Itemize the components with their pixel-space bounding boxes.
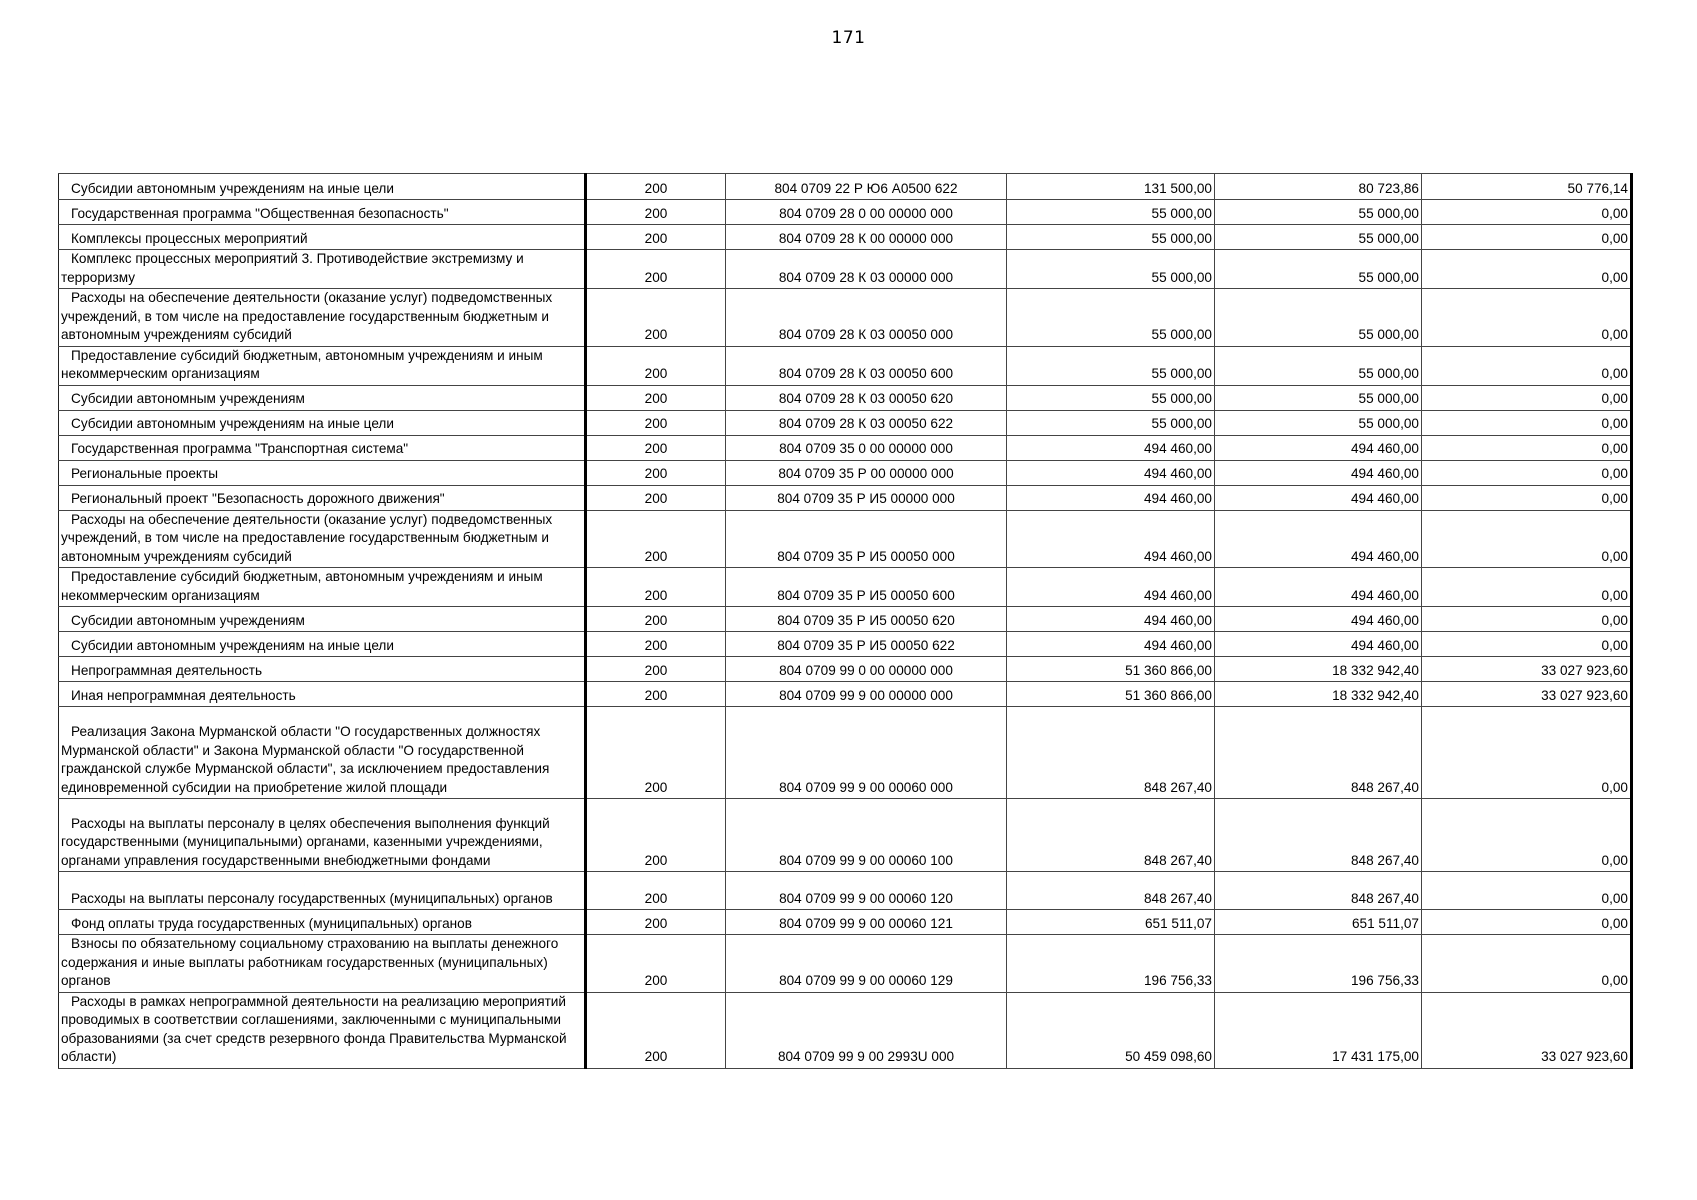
row-assigned-cell: 494 460,00 — [1007, 435, 1215, 460]
row-csr-cell: 804 0709 28 К 03 00000 000 — [726, 250, 1007, 289]
row-executed-cell: 55 000,00 — [1215, 385, 1422, 410]
table-row — [59, 289, 1632, 347]
table-row — [59, 346, 1632, 385]
row-code-cell: 200 — [586, 657, 726, 682]
row-code-cell: 200 — [586, 346, 726, 385]
table-row — [59, 935, 1632, 993]
table-row — [59, 460, 1632, 485]
row-name-cell: Субсидии автономным учреждениям на иные цели — [59, 410, 586, 435]
row-code-cell: 200 — [586, 174, 726, 200]
row-name-cell: Расходы в рамках непрограммной деятельности на реализацию мероприятий проводимых в соответствии соглашениями, заключенными с муниципальными образованиями (за счет средств резервного фонда Правительства Мурманской области) — [59, 992, 586, 1068]
row-assigned-cell: 51 360 866,00 — [1007, 657, 1215, 682]
row-unexecuted-cell: 0,00 — [1422, 872, 1632, 910]
row-executed-cell: 55 000,00 — [1215, 346, 1422, 385]
row-name-cell: Государственная программа "Общественная безопасность" — [59, 200, 586, 225]
table-row — [59, 568, 1632, 607]
row-code-cell: 200 — [586, 250, 726, 289]
row-code-cell: 200 — [586, 200, 726, 225]
row-assigned-cell: 651 511,07 — [1007, 910, 1215, 935]
row-name-cell: Комплекс процессных мероприятий 3. Противодействие экстремизму и терроризму — [59, 250, 586, 289]
row-assigned-cell: 55 000,00 — [1007, 225, 1215, 250]
row-code-cell: 200 — [586, 910, 726, 935]
row-csr-cell: 804 0709 28 0 00 00000 000 — [726, 200, 1007, 225]
row-name-cell: Субсидии автономным учреждениям на иные цели — [59, 632, 586, 657]
table-row — [59, 174, 1632, 200]
row-unexecuted-cell: 0,00 — [1422, 346, 1632, 385]
row-csr-cell: 804 0709 35 0 00 00000 000 — [726, 435, 1007, 460]
row-name-cell: Расходы на обеспечение деятельности (оказание услуг) подведомственных учреждений, в том числе на предоставление государственным бюджетным и автономным учреждениям субсидий — [59, 510, 586, 568]
row-code-cell: 200 — [586, 289, 726, 347]
row-unexecuted-cell: 50 776,14 — [1422, 174, 1632, 200]
row-name-cell: Расходы на обеспечение деятельности (оказание услуг) подведомственных учреждений, в том числе на предоставление государственным бюджетным и автономным учреждениям субсидий — [59, 289, 586, 347]
row-unexecuted-cell: 0,00 — [1422, 410, 1632, 435]
row-csr-cell: 804 0709 99 9 00 00060 000 — [726, 707, 1007, 799]
table-row — [59, 992, 1632, 1068]
row-unexecuted-cell: 0,00 — [1422, 250, 1632, 289]
row-assigned-cell: 494 460,00 — [1007, 460, 1215, 485]
row-unexecuted-cell: 0,00 — [1422, 632, 1632, 657]
row-assigned-cell: 55 000,00 — [1007, 385, 1215, 410]
table-row — [59, 632, 1632, 657]
row-executed-cell: 494 460,00 — [1215, 632, 1422, 657]
row-code-cell: 200 — [586, 935, 726, 993]
row-executed-cell: 55 000,00 — [1215, 250, 1422, 289]
row-unexecuted-cell: 0,00 — [1422, 910, 1632, 935]
row-csr-cell: 804 0709 35 Р И5 00050 000 — [726, 510, 1007, 568]
row-executed-cell: 848 267,40 — [1215, 872, 1422, 910]
row-csr-cell: 804 0709 35 Р 00 00000 000 — [726, 460, 1007, 485]
row-csr-cell: 804 0709 28 К 03 00050 600 — [726, 346, 1007, 385]
row-executed-cell: 196 756,33 — [1215, 935, 1422, 993]
row-executed-cell: 55 000,00 — [1215, 289, 1422, 347]
row-assigned-cell: 494 460,00 — [1007, 607, 1215, 632]
row-assigned-cell: 494 460,00 — [1007, 568, 1215, 607]
row-csr-cell: 804 0709 35 Р И5 00050 620 — [726, 607, 1007, 632]
row-assigned-cell: 494 460,00 — [1007, 632, 1215, 657]
row-executed-cell: 494 460,00 — [1215, 607, 1422, 632]
row-unexecuted-cell: 0,00 — [1422, 435, 1632, 460]
row-unexecuted-cell: 0,00 — [1422, 485, 1632, 510]
table-row — [59, 200, 1632, 225]
row-executed-cell: 18 332 942,40 — [1215, 657, 1422, 682]
row-name-cell: Субсидии автономным учреждениям — [59, 385, 586, 410]
row-assigned-cell: 494 460,00 — [1007, 510, 1215, 568]
row-unexecuted-cell: 0,00 — [1422, 568, 1632, 607]
row-name-cell: Региональные проекты — [59, 460, 586, 485]
row-code-cell: 200 — [586, 460, 726, 485]
row-unexecuted-cell: 0,00 — [1422, 707, 1632, 799]
table-row — [59, 872, 1632, 910]
row-csr-cell: 804 0709 99 9 00 2993U 000 — [726, 992, 1007, 1068]
row-name-cell: Субсидии автономным учреждениям на иные цели — [59, 174, 586, 200]
row-name-cell: Комплексы процессных мероприятий — [59, 225, 586, 250]
row-assigned-cell: 55 000,00 — [1007, 410, 1215, 435]
row-name-cell: Иная непрограммная деятельность — [59, 682, 586, 707]
row-code-cell: 200 — [586, 707, 726, 799]
row-executed-cell: 494 460,00 — [1215, 510, 1422, 568]
table-row — [59, 657, 1632, 682]
row-assigned-cell: 55 000,00 — [1007, 346, 1215, 385]
row-code-cell: 200 — [586, 799, 726, 872]
row-unexecuted-cell: 0,00 — [1422, 460, 1632, 485]
row-code-cell: 200 — [586, 225, 726, 250]
row-assigned-cell: 55 000,00 — [1007, 289, 1215, 347]
row-assigned-cell: 51 360 866,00 — [1007, 682, 1215, 707]
row-executed-cell: 80 723,86 — [1215, 174, 1422, 200]
row-unexecuted-cell: 0,00 — [1422, 510, 1632, 568]
row-executed-cell: 651 511,07 — [1215, 910, 1422, 935]
row-name-cell: Фонд оплаты труда государственных (муниципальных) органов — [59, 910, 586, 935]
row-executed-cell: 848 267,40 — [1215, 707, 1422, 799]
row-unexecuted-cell: 0,00 — [1422, 385, 1632, 410]
table-row — [59, 250, 1632, 289]
row-code-cell: 200 — [586, 682, 726, 707]
row-code-cell: 200 — [586, 435, 726, 460]
row-code-cell: 200 — [586, 632, 726, 657]
row-code-cell: 200 — [586, 568, 726, 607]
row-csr-cell: 804 0709 28 К 03 00050 622 — [726, 410, 1007, 435]
row-executed-cell: 848 267,40 — [1215, 799, 1422, 872]
row-unexecuted-cell: 0,00 — [1422, 935, 1632, 993]
table-row — [59, 607, 1632, 632]
row-csr-cell: 804 0709 22 Р Ю6 А0500 622 — [726, 174, 1007, 200]
row-executed-cell: 55 000,00 — [1215, 200, 1422, 225]
row-csr-cell: 804 0709 99 9 00 00060 121 — [726, 910, 1007, 935]
row-code-cell: 200 — [586, 872, 726, 910]
row-name-cell: Реализация Закона Мурманской области "О государственных должностях Мурманской области" и Закона Мурманской области "О государственной гражданской службе Мурманской области", за исключением предоставления единовременной субсидии на приобретение жилой площади — [59, 707, 586, 799]
table-row — [59, 435, 1632, 460]
row-assigned-cell: 55 000,00 — [1007, 250, 1215, 289]
table-row — [59, 510, 1632, 568]
row-csr-cell: 804 0709 28 К 03 00050 620 — [726, 385, 1007, 410]
row-csr-cell: 804 0709 28 К 03 00050 000 — [726, 289, 1007, 347]
row-executed-cell: 18 332 942,40 — [1215, 682, 1422, 707]
row-unexecuted-cell: 0,00 — [1422, 607, 1632, 632]
row-unexecuted-cell: 33 027 923,60 — [1422, 682, 1632, 707]
row-executed-cell: 494 460,00 — [1215, 435, 1422, 460]
row-executed-cell: 17 431 175,00 — [1215, 992, 1422, 1068]
row-code-cell: 200 — [586, 607, 726, 632]
row-csr-cell: 804 0709 28 К 00 00000 000 — [726, 225, 1007, 250]
row-csr-cell: 804 0709 35 Р И5 00050 600 — [726, 568, 1007, 607]
row-code-cell: 200 — [586, 510, 726, 568]
row-assigned-cell: 55 000,00 — [1007, 200, 1215, 225]
row-name-cell: Субсидии автономным учреждениям — [59, 607, 586, 632]
table-row — [59, 799, 1632, 872]
table-row — [59, 485, 1632, 510]
row-code-cell: 200 — [586, 385, 726, 410]
row-name-cell: Взносы по обязательному социальному страхованию на выплаты денежного содержания и иные выплаты работникам государственных (муниципальных) органов — [59, 935, 586, 993]
row-code-cell: 200 — [586, 485, 726, 510]
row-csr-cell: 804 0709 35 Р И5 00000 000 — [726, 485, 1007, 510]
row-assigned-cell: 131 500,00 — [1007, 174, 1215, 200]
row-executed-cell: 55 000,00 — [1215, 410, 1422, 435]
row-code-cell: 200 — [586, 410, 726, 435]
row-csr-cell: 804 0709 99 9 00 00060 129 — [726, 935, 1007, 993]
row-name-cell: Расходы на выплаты персоналу в целях обеспечения выполнения функций государственными (муниципальными) органами, казенными учреждениями, органами управления государственными внебюджетными фондами — [59, 799, 586, 872]
table-row — [59, 225, 1632, 250]
table-row — [59, 707, 1632, 799]
row-executed-cell: 494 460,00 — [1215, 460, 1422, 485]
row-assigned-cell: 50 459 098,60 — [1007, 992, 1215, 1068]
row-csr-cell: 804 0709 99 9 00 00060 100 — [726, 799, 1007, 872]
table-row — [59, 410, 1632, 435]
row-unexecuted-cell: 0,00 — [1422, 799, 1632, 872]
row-csr-cell: 804 0709 99 9 00 00060 120 — [726, 872, 1007, 910]
row-csr-cell: 804 0709 99 0 00 00000 000 — [726, 657, 1007, 682]
row-code-cell: 200 — [586, 992, 726, 1068]
table-row — [59, 385, 1632, 410]
row-unexecuted-cell: 0,00 — [1422, 200, 1632, 225]
row-executed-cell: 494 460,00 — [1215, 568, 1422, 607]
row-name-cell: Государственная программа "Транспортная система" — [59, 435, 586, 460]
row-unexecuted-cell: 33 027 923,60 — [1422, 657, 1632, 682]
table-row — [59, 682, 1632, 707]
table-row — [59, 910, 1632, 935]
row-assigned-cell: 494 460,00 — [1007, 485, 1215, 510]
page-number: 171 — [831, 28, 866, 48]
row-assigned-cell: 848 267,40 — [1007, 872, 1215, 910]
row-name-cell: Предоставление субсидий бюджетным, автономным учреждениям и иным некоммерческим организациям — [59, 346, 586, 385]
row-unexecuted-cell: 0,00 — [1422, 225, 1632, 250]
budget-table — [58, 173, 1633, 1069]
row-executed-cell: 494 460,00 — [1215, 485, 1422, 510]
row-assigned-cell: 196 756,33 — [1007, 935, 1215, 993]
budget-table-body — [59, 174, 1632, 1069]
row-csr-cell: 804 0709 99 9 00 00000 000 — [726, 682, 1007, 707]
row-executed-cell: 55 000,00 — [1215, 225, 1422, 250]
row-name-cell: Непрограммная деятельность — [59, 657, 586, 682]
row-csr-cell: 804 0709 35 Р И5 00050 622 — [726, 632, 1007, 657]
row-name-cell: Региональный проект "Безопасность дорожного движения" — [59, 485, 586, 510]
row-name-cell: Предоставление субсидий бюджетным, автономным учреждениям и иным некоммерческим организациям — [59, 568, 586, 607]
row-name-cell: Расходы на выплаты персоналу государственных (муниципальных) органов — [59, 872, 586, 910]
row-assigned-cell: 848 267,40 — [1007, 799, 1215, 872]
row-unexecuted-cell: 0,00 — [1422, 289, 1632, 347]
row-assigned-cell: 848 267,40 — [1007, 707, 1215, 799]
row-unexecuted-cell: 33 027 923,60 — [1422, 992, 1632, 1068]
